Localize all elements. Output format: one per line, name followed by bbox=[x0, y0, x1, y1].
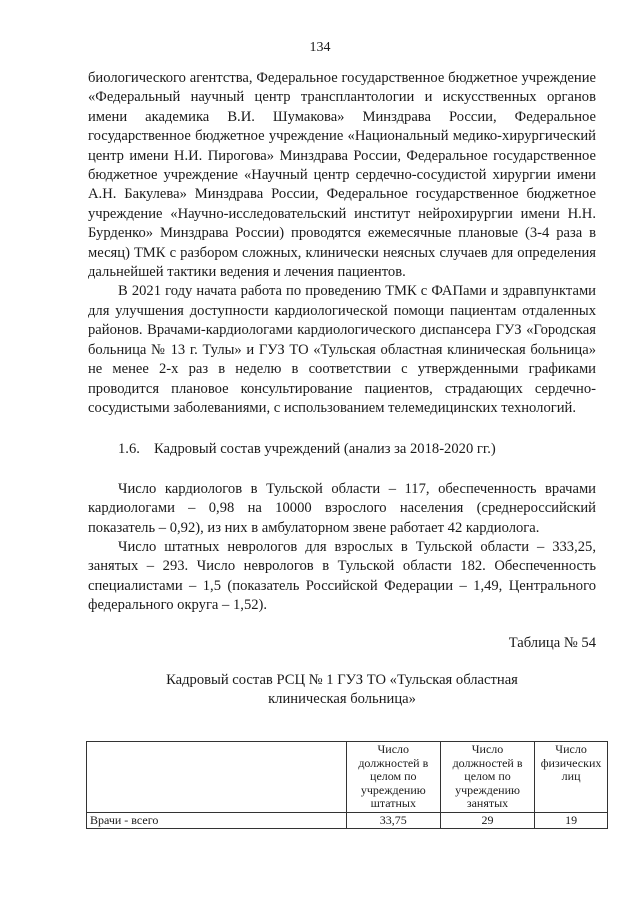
staff-table bbox=[86, 741, 608, 829]
row-staff-value: 33,75 bbox=[346, 812, 440, 829]
section-title: Кадровый состав учреждений (анализ за 2018-2020 гг.) bbox=[154, 441, 496, 458]
row-label: Врачи - всего bbox=[87, 812, 347, 829]
paragraph-neurologists: Число штатных неврологов для взрослых в Тульской области – 333,25, занятых – 293. Число неврологов в Тульской области 182. Обеспеченность специалистами – 1,5 (показатель Российской Федерации – 1,49, Центрального федерального округа – 1,52). bbox=[88, 538, 596, 614]
section-heading bbox=[88, 440, 596, 459]
paragraph-cardiologists: Число кардиологов в Тульской области – 117, обеспеченность врачами кардиологами – 0,98 на 10000 взрослого населения (среднероссийский показатель – 0,92), из них в амбулаторном звене работает 42 кардиолога. bbox=[88, 480, 596, 536]
header-physical-persons: Число физических лиц bbox=[535, 742, 608, 813]
page-number: 134 bbox=[309, 40, 331, 55]
header-occupied-positions: Число должностей в целом по учреждению занятых bbox=[440, 742, 534, 813]
paragraph-continuation: биологического агентства, Федеральное государственное бюджетное учреждение «Федеральный научный центр трансплантологии и искусственных органов имени академика В.И. Шумакова» Минздрава России, Федеральное государственное бюджетное учреждение «Национальный медико-хирургический центр имени Н.И. Пирогова» Минздрава России, Федеральное государственное бюджетное учреждение «Научный центр сердечно-сосудистой хирургии имени А.Н. Бакулева» Минздрава России, Федеральное государственное бюджетное учреждение «Научно-исследовательский институт нейрохирургии имени Н.Н. Бурденко» Минздрава России) проводятся ежемесячные плановые (3-4 раза в месяц) ТМК с разбором сложных, клинически неясных случаев для определения дальнейшей тактики ведения и лечения пациентов. bbox=[88, 70, 596, 281]
body-text bbox=[88, 69, 596, 709]
table-row bbox=[87, 812, 608, 829]
table-caption bbox=[88, 671, 596, 709]
row-occupied-value: 29 bbox=[440, 812, 534, 829]
section-number: 1.6. bbox=[118, 441, 140, 458]
row-persons-value: 19 bbox=[535, 812, 608, 829]
table-caption-line-1: Кадровый состав РСЦ № 1 ГУЗ ТО «Тульская областная bbox=[166, 671, 518, 688]
table-caption-line-2: клиническая больница» bbox=[268, 690, 416, 707]
header-staff-positions: Число должностей в целом по учреждению штатных bbox=[346, 742, 440, 813]
table-header-row bbox=[87, 742, 608, 813]
header-empty bbox=[87, 742, 347, 813]
paragraph-tmk-2021: В 2021 году начата работа по проведению ТМК с ФАПами и здравпунктами для улучшения доступности кардиологической помощи пациентам отдаленных районов. Врачами-кардиологами кардиологического диспансера ГУЗ «Городская больница № 13 г. Тулы» и ГУЗ ТО «Тульская областная клиническая больница» не менее 2-х раз в неделю в соответствии с утвержденными графиками проводится плановое консультирование пациентов, страдающих сердечно-сосудистыми заболеваниями, с использованием телемедицинских технологий. bbox=[88, 283, 596, 416]
table-label: Таблица № 54 bbox=[508, 634, 596, 651]
